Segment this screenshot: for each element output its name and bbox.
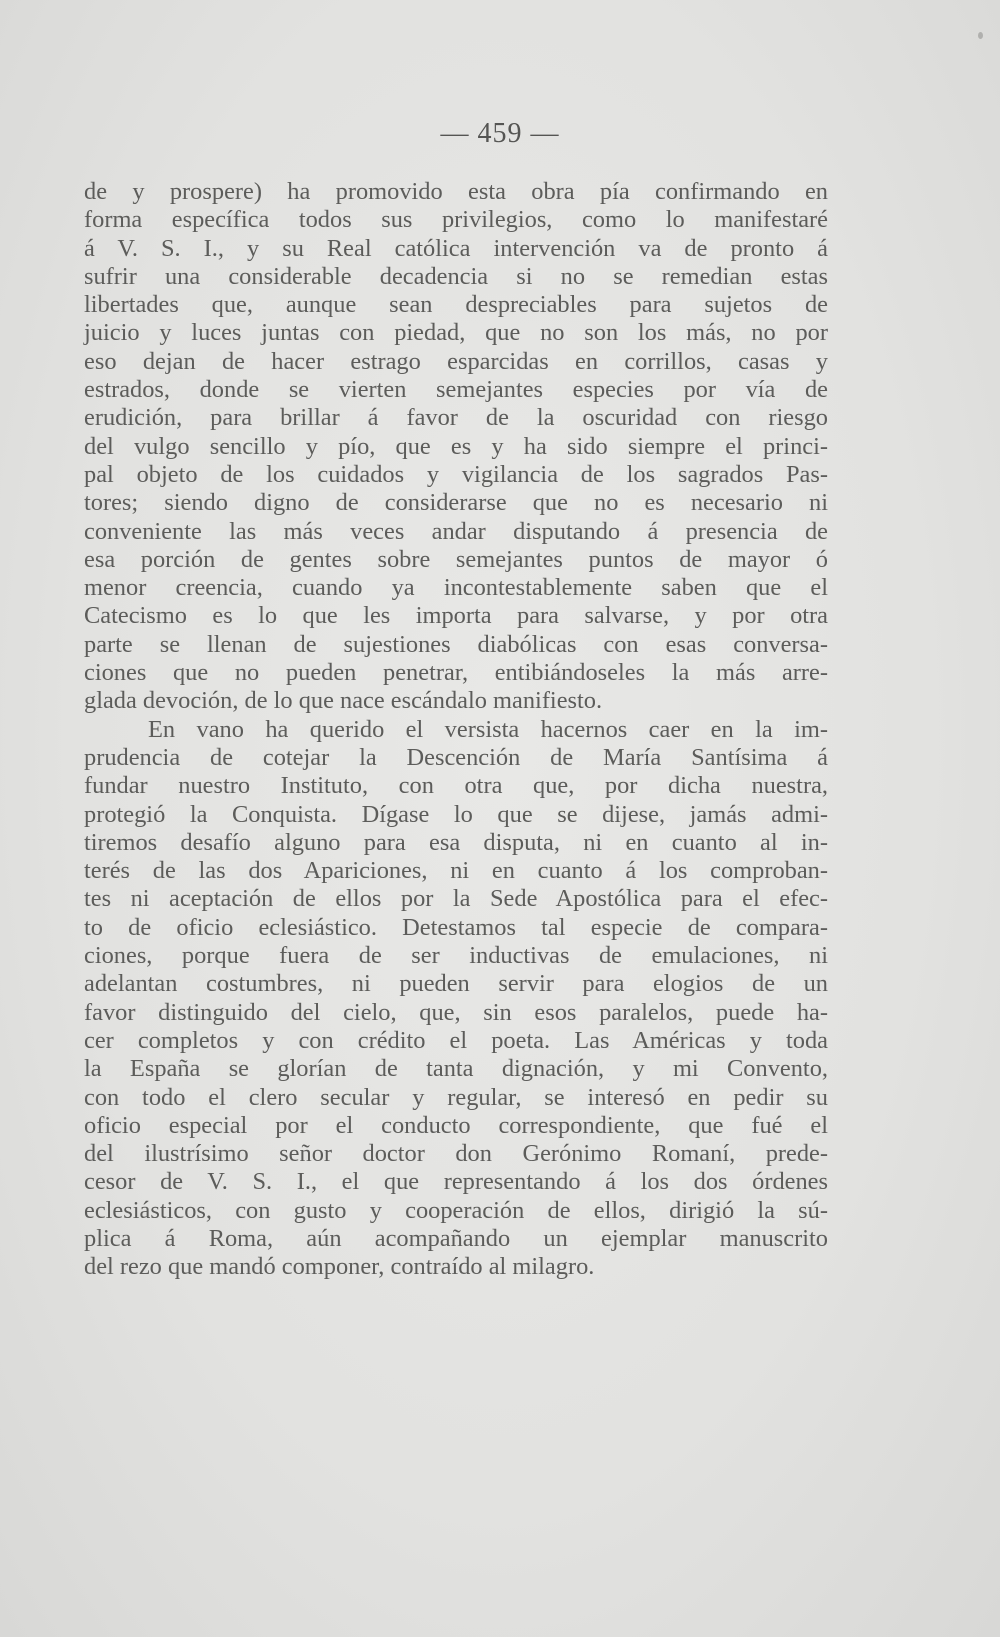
text-line: adelantan costumbres, ni pueden servir para elogios de un bbox=[84, 970, 828, 998]
text-line: prudencia de cotejar la Descención de María Santísima á bbox=[84, 743, 828, 771]
text-line: fundar nuestro Instituto, con otra que, por dicha nuestra, bbox=[84, 772, 828, 800]
text-line: Catecismo es lo que les importa para salvarse, y por otra bbox=[84, 602, 828, 630]
text-line: forma específica todos sus privilegios, como lo manifestaré bbox=[84, 206, 828, 234]
text-line: eclesiásticos, con gusto y cooperación de ellos, dirigió la sú- bbox=[84, 1196, 828, 1224]
text-line: tiremos desafío alguno para esa disputa, ni en cuanto al in- bbox=[84, 828, 828, 856]
text-line: eso dejan de hacer estrago esparcidas en corrillos, casas y bbox=[84, 347, 828, 375]
text-line: glada devoción, de lo que nace escándalo manifiesto. bbox=[84, 687, 603, 715]
text-line: sufrir una considerable decadencia si no se remedian estas bbox=[84, 262, 828, 290]
text-line: parte se llenan de sujestiones diabólicas con esas conversa- bbox=[84, 630, 828, 658]
paragraph bbox=[84, 716, 828, 1282]
page-number: — 459 — bbox=[440, 118, 560, 149]
text-line: favor distinguido del cielo, que, sin esos paralelos, puede ha- bbox=[84, 998, 828, 1026]
text-line: protegió la Conquista. Dígase lo que se dijese, jamás admi- bbox=[84, 800, 828, 828]
text-line: menor creencia, cuando ya incontestablemente saben que el bbox=[84, 574, 828, 602]
text-line: tes ni aceptación de ellos por la Sede Apostólica para el efec- bbox=[84, 885, 828, 913]
text-line: erudición, para brillar á favor de la oscuridad con riesgo bbox=[84, 404, 828, 432]
text-line: cesor de V. S. I., el que representando á los dos órdenes bbox=[84, 1168, 828, 1196]
paragraph bbox=[84, 178, 828, 716]
text-line: del ilustrísimo señor doctor don Gerónimo Romaní, prede- bbox=[84, 1140, 828, 1168]
ink-speck bbox=[978, 32, 983, 39]
text-line: del rezo que mandó componer, contraído al milagro. bbox=[84, 1253, 595, 1281]
text-line: á V. S. I., y su Real católica intervención va de pronto á bbox=[84, 234, 828, 262]
text-line: pal objeto de los cuidados y vigilancia de los sagrados Pas- bbox=[84, 460, 828, 488]
text-line: ciones que no pueden penetrar, entibiándoseles la más arre- bbox=[84, 659, 828, 687]
text-line: esa porción de gentes sobre semejantes puntos de mayor ó bbox=[84, 545, 828, 573]
text-line: estrados, donde se vierten semejantes especies por vía de bbox=[84, 376, 828, 404]
text-line: to de oficio eclesiástico. Detestamos tal especie de compara- bbox=[84, 913, 828, 941]
text-line: con todo el clero secular y regular, se interesó en pedir su bbox=[84, 1083, 828, 1111]
text-line: ciones, porque fuera de ser inductivas de emulaciones, ni bbox=[84, 942, 828, 970]
text-line: cer completos y con crédito el poeta. Las Américas y toda bbox=[84, 1026, 828, 1054]
text-line: juicio y luces juntas con piedad, que no son los más, no por bbox=[84, 319, 828, 347]
text-line: tores; siendo digno de considerarse que no es necesario ni bbox=[84, 489, 828, 517]
text-line: En vano ha querido el versista hacernos caer en la im- bbox=[148, 715, 828, 743]
text-line: terés de las dos Apariciones, ni en cuanto á los comproban- bbox=[84, 857, 828, 885]
text-line: oficio especial por el conducto correspondiente, que fué el bbox=[84, 1111, 828, 1139]
text-line: la España se glorían de tanta dignación, y mi Convento, bbox=[84, 1055, 828, 1083]
text-line: del vulgo sencillo y pío, que es y ha sido siempre el princi- bbox=[84, 432, 828, 460]
text-line: de y prospere) ha promovido esta obra pía confirmando en bbox=[84, 178, 828, 205]
text-line: plica á Roma, aún acompañando un ejemplar manuscrito bbox=[84, 1224, 828, 1252]
text-line: conveniente las más veces andar disputando á presencia de bbox=[84, 517, 828, 545]
body-text bbox=[84, 178, 828, 1282]
text-line: libertades que, aunque sean despreciables para sujetos de bbox=[84, 291, 828, 319]
